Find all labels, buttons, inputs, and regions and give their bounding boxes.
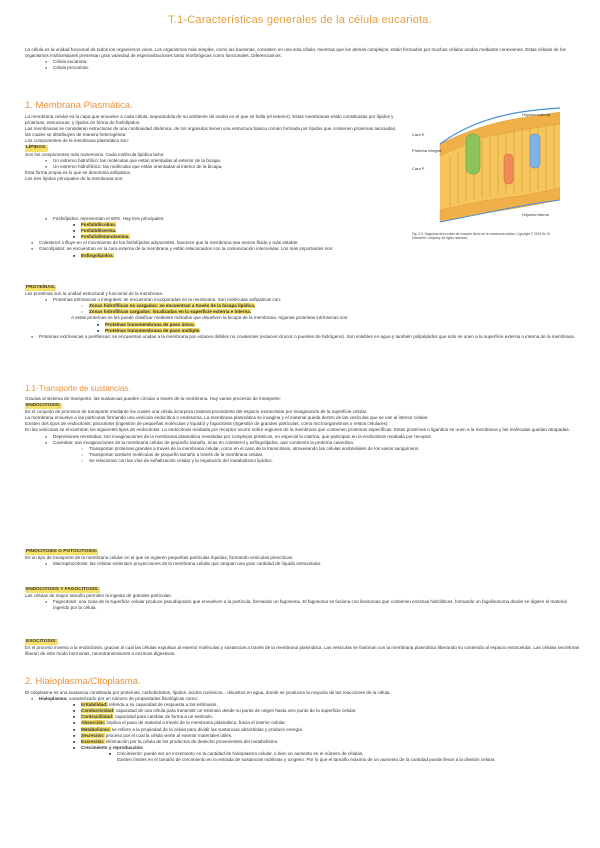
list-item: ● Un extremo hidrofóbico: las moléculas que están orientadas al interior de la bicapa. (25, 164, 403, 170)
intro-list (25, 59, 580, 71)
section-heading-transporte: 1.1-Transporte de sustancias. (25, 384, 131, 393)
list-item: Zonas hidrofílicas cargadas: localizadas en la superficie externa e interna. (89, 309, 252, 315)
list-item: ○ Se relacionan con las vías de señalización celular y la regulación del metabolismo lipídico. (25, 458, 580, 464)
hialoplasma-list (25, 696, 580, 763)
proteinas-label: PROTEÍNAS. (26, 285, 56, 290)
term: Conductividad: (81, 708, 115, 714)
section-heading-hialoplasma: 2. Hialoplasma/Citoplasma. (25, 676, 141, 687)
term: Metabolismo: (81, 726, 111, 732)
label-face-e: Cara E (412, 132, 425, 137)
list-item: ● Glucolípidos: se encuentran en la cara externa de la membrana y están relacionados con la comunicación intercelular. Los más importantes son: (25, 246, 580, 252)
list-item: ● Célula eucariota. (25, 59, 580, 65)
paragraph: Existen dos tipos de endocitosis: pinocitosis (ingestión de pequeñas moléculas y líquido) y fagocitosis (ingestión de grandes partículas, como microorganismos o restos celulares). (25, 421, 389, 427)
paragraph: El citoplasma es una sustancia constituida por proteínas, carbohidratos, lípidos, ácidos nucleicos... disueltos en agua, donde se producen la mayoría de las reacciones de la célula. (25, 690, 391, 695)
endocitosis-list (25, 434, 580, 464)
list-text: referida a su capacidad de respuesta a los estímulos. (108, 702, 218, 708)
pinocitosis-label: PINOCITOSIS O POTOCITOSIS: (26, 549, 98, 554)
list-item: Existen límites en el tamaño de crecimiento en la entrada de sustancias nutritivas y oxígeno. Por lo que el tamaño máximo de un aumento de la cantidad puede llevar a la división celular. (117, 757, 496, 763)
term: Absorción: (81, 720, 106, 726)
list-item: Proteínas transmembrana de paso único. (105, 321, 196, 327)
paragraph: Es un tipo de transporte de la membrana celular en el que se ingieren pequeñas partículas líquidas, formando vesículas pinocíticas. (25, 555, 294, 561)
transporte-section (25, 396, 580, 464)
lipidos-label: LÍPIDOS. (26, 145, 47, 151)
paragraph: Los tres lípidos principales de la membrana son: (25, 175, 124, 181)
lipid-ends-list (25, 158, 403, 170)
exocitosis-section (25, 638, 580, 657)
paragraph: Son los componentes más numerosos. Cada molécula lipídica tiene: (25, 151, 165, 157)
list-text: se refiere a la propiedad de la célula para dividir las sustancias absorbidas y producir energía. (111, 726, 304, 732)
list-item: Fosfatidiletanolamina. (81, 234, 130, 240)
term: Contractilidad: (81, 714, 114, 720)
membrana-section (25, 114, 403, 182)
fagocitosis-section (25, 586, 580, 611)
fagocitosis-list (25, 599, 580, 611)
list-item: Fosfatidilserina. (81, 228, 117, 234)
proteinas-list (25, 297, 580, 340)
label-face-p: Cara P (412, 166, 425, 171)
fagocitosis-label: ENDOCITOSIS Y FAGOCITOSIS: (26, 587, 99, 592)
paragraph: Es el proceso inverso a la endocitosis, gracias al cual las células expulsan al exterior moléculas y sustancias a través de la membrana plasmática. Las vesículas se fusionan con la membrana plasmática liberando su contenido al espacio extracelular. Las células secretoras liberan de este modo hormonas, neurotransmisores o enzimas digestivas. (25, 645, 580, 657)
list-item: ● Célula procariota. (25, 65, 580, 71)
list-item: ● Proteínas intrínsecas o integrales: se encuentran incorporadas en la membrana. Son moléculas anfipáticas con: (25, 297, 580, 303)
pinocitosis-section (25, 548, 580, 567)
paragraph: Gracias al sistema de transporte, las sustancias pueden circular a través de la membrana. Hay varios procesos de transporte: (25, 396, 282, 401)
list-item: ● Proteínas extrínsecas o periféricas: se encuentran unidas a la membrana por enlaces débiles no covalentes (enlaces iónicos o puentes de hidrógeno). Son solubles en agua y también polipéptidos que solo se unen a la superficie externa o interna de la membrana. (25, 334, 580, 340)
paragraph: Las proteínas son la unidad estructural y funcional de la membrana. (25, 291, 164, 297)
intro-section (25, 47, 580, 71)
protein-shape (530, 134, 540, 168)
term: Secreción: (81, 732, 105, 738)
page-title: T.1-Características generales de la célula eucariota. (168, 14, 432, 26)
list-item: ● Un extremo hidrofílico: las moléculas que están orientadas al exterior de la bicapa. (25, 158, 403, 164)
list-text: proceso por el cual la célula vierte al exterior materiales útiles. (105, 732, 233, 738)
list-item: ○ Transportan proteínas grandes a través de la membrana celular, como en el caso de la transcitosis, atravesando las células endoteliales de los vasos sanguíneos. (25, 446, 580, 452)
list-item: ● Depresiones revestidas: son invaginaciones de la membrana plasmática revestidas por complejos proteicos, en especial la clatrina, que participan en la endocitosis mediada por receptor. (25, 434, 580, 440)
list-text: caracterizado por un número de propiedades fisiológicas como: (68, 696, 199, 702)
term: Irritabilidad: (81, 702, 108, 708)
paragraph: Los componentes de la membrana plasmática son: (25, 138, 129, 144)
list-item: Proteínas transmembrana de paso múltiple. (105, 327, 201, 333)
exocitosis-label: EXOCITOSIS: (26, 639, 57, 644)
label-integral-protein: Proteína integral (412, 148, 442, 153)
term: Crecimiento y reproducción: (81, 744, 144, 750)
list-item: ● Cavéolas: son invaginaciones de la membrana celular de pequeño tamaño, ricas en colesterol y esfingolípidos, que contienen la proteína caveolina. (25, 440, 580, 446)
paragraph: La membrana envuelve a las partículas formando una vesícula endocítica o endosoma. La membrana plasmática se invagina y el material queda dentro de las vesículas que se van al interior celular. (25, 415, 429, 421)
term: Hialoplasma: (39, 696, 68, 702)
hialoplasma-section (25, 690, 580, 763)
paragraph: En las vesículas se encuentran los siguientes tipos de endocitosis: La endocitosis mediada por receptor ocurre sobre regiones de la membrana que contienen proteínas específicas. Estas proteínas o ligandos se unen a la membrana y las moléculas quedan atrapadas. (25, 427, 570, 433)
term: Excreción: (81, 738, 105, 744)
list-item: Zonas hidrofílicas no cargadas: se encuentran a través de la bicapa lipídica. (89, 303, 256, 309)
protein-shape (504, 154, 513, 184)
list-item: ● Colesterol: influye en el movimiento de los fosfolípidos adyacentes, favorece que la membrana sea menos fluida y más estable. (25, 240, 580, 246)
paragraph: Esta forma propia es lo que se denomina anfipática. (25, 169, 131, 175)
proteinas-section (25, 284, 580, 340)
paragraph: Es el conjunto de procesos de transporte mediante los cuales una célula incorpora material procedente del espacio extracelular por invaginación de la superficie celular. (25, 409, 368, 415)
list-item: Esfingolípidos. (81, 252, 114, 258)
paragraph: Las células de mayor tamaño permiten la ingesta de grandes partículas. (25, 593, 172, 599)
figure-caption: Fig. 2-9. Diagrama del modelo de mosaico fluido de la membrana celular. Copyright © 2015 W. W. Saunders Company. All rights reserved. (412, 232, 551, 240)
paragraph: La membrana celular es la capa que envuelve a cada célula, separándola de su ambiente de medio en el que se halla (el exterior). Estas membranas están constituidas por lípidos y proteínas, estructuras, y lípidos en forma de fosfolípidos. (25, 114, 394, 126)
list-text: capacidad de una célula para transmitir un estímulo desde su punto de origen hasta otro punto de la superficie celular. (115, 708, 357, 714)
membrane-diagram (410, 104, 560, 232)
list-text: eliminación por la célula de los productos de desecho provenientes del metabolismo. (105, 738, 279, 744)
integral-protein (466, 134, 480, 174)
list-item: ● Fosfolípidos: representan el 50%. Hay tres principales: (25, 216, 580, 222)
list-item: Fosfatidilcolina. (81, 222, 116, 228)
label-outer-leaflet: Hojuela externa (522, 112, 551, 117)
intro-paragraph: La célula es la unidad funcional de todos los organismos vivos. Los organismos más simples, como las bacterias, consisten en una sola célula, mientras que los demás complejos, están formados por muchas células unidas mediante conexiones. Estas células de los organismos multicelulares presentan gran variedad de especializaciones tanto morfológicas como funcionales. Diferenciamos: (25, 47, 566, 59)
paragraph: Las membranas se consideran estructuras de una continuidad dinámica, de los orgánulos tienen una estructura básica común formada por lípidos que contienen proteínas asociadas, las cuales se distribuyen de manera heterogénea. (25, 126, 397, 138)
list-item: ○ Transportan también moléculas de pequeño tamaño a través de la membrana celular. (25, 452, 580, 458)
section-heading-membrana: 1. Membrana Plasmática. (25, 100, 133, 111)
list-text: implica el paso de material a través de la membrana plasmática, hacia el interior celular. (106, 720, 286, 726)
list-item: ■ Crecimiento: puede ser un incremento en la cantidad de hialoplasma celular, o bien un aumento en el número de células. (25, 751, 580, 757)
list-item: A estas proteínas se les puede clasificar mediante métodos que disuelven la bicapa de la membrana. Algunas proteínas intrínsecas son: (71, 315, 349, 321)
list-item: ● Macropinocitosis: las células extienden proyecciones de la membrana celular que atrapan una gran cantidad de líquido extracelular. (25, 561, 580, 567)
list-text: capacidad para cambiar de forma a un estímulo. (114, 714, 214, 720)
label-inner-leaflet: Hojuela interna (522, 212, 549, 217)
pinocitosis-list (25, 561, 580, 567)
endocitosis-label: ENDOCITOSIS: (26, 403, 61, 409)
list-item: ● Fagocitosis: una zona de la superficie celular produce pseudópodos que envuelven a la partícula, formando un fagosoma. El fagosoma se fusiona con lisosomas que contienen enzimas hidrolíticas, formando un fagolisosoma donde se digiere el material ingerido por la célula. (25, 599, 580, 611)
